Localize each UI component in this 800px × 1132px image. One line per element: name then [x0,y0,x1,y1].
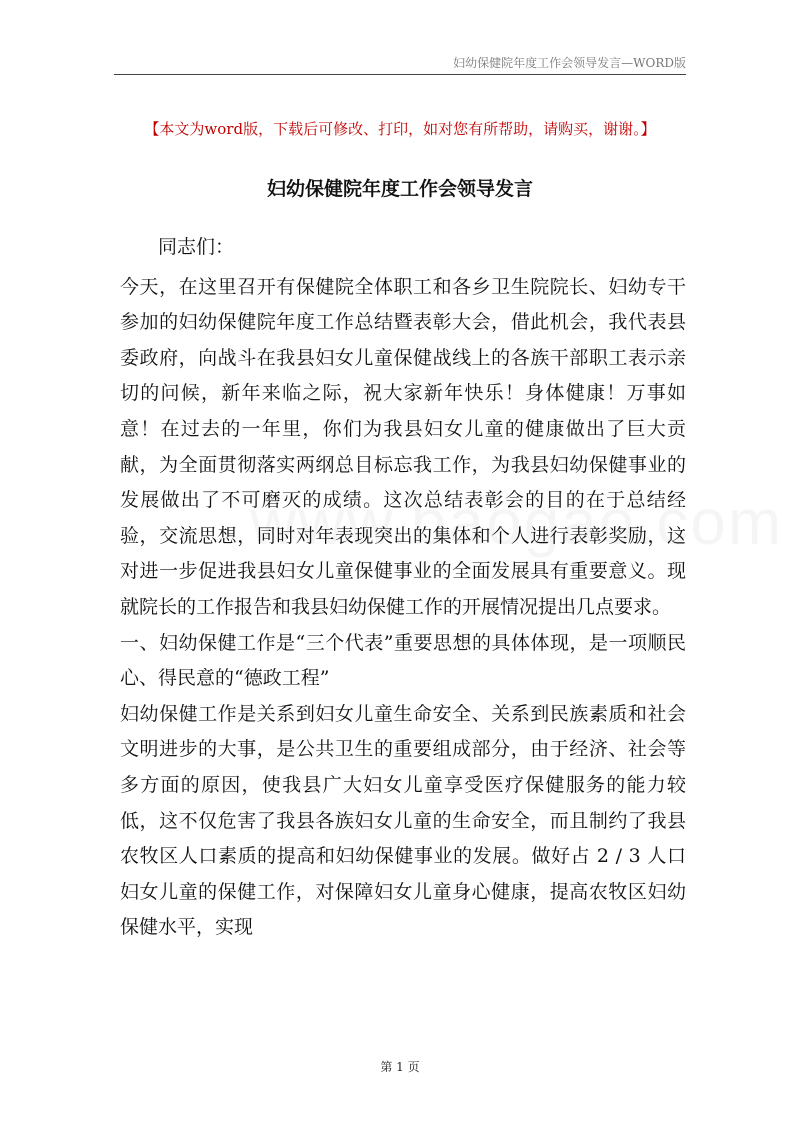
section-heading-1: 一、妇幼保健工作是“三个代表”重要思想的具体体现，是一项顺民心、得民意的“德政工程” [120,631,686,690]
greeting: 同志们： [158,236,235,258]
header-title: 妇幼保健院年度工作会领导发言—WORD版 [453,56,686,70]
document-body [120,230,686,946]
document-title: 妇幼保健院年度工作会领导发言 [266,178,533,200]
paragraph-opening: 今天，在这里召开有保健院全体职工和各乡卫生院院长、妇幼专干参加的妇幼保健院年度工作总结暨表彰大会，借此机会，我代表县委政府，向战斗在我县妇女儿童保健战线上的各族干部职工表示亲切的问候，新年来临之际，祝大家新年快乐！身体健康！万事如意！在过去的一年里，你们为我县妇女儿童的健康做出了巨大贡献，为全面贯彻落实两纲总目标忘我工作，为我县妇幼保健事业的发展做出了不可磨灭的成绩。这次总结表彰会的目的在于总结经验，交流思想，同时对年表现突出的集体和个人进行表彰奖励，这对进一步促进我县妇女儿童保健事业的全面发展具有重要意义。现就院长的工作报告和我县妇幼保健工作的开展情况提出几点要求。 [120,275,686,618]
page-number: 第 1 页 [380,1060,420,1074]
download-notice: 【本文为word版，下载后可修改、打印，如对您有所帮助，请购买，谢谢。】 [144,120,656,138]
page-header [114,52,686,75]
paragraph-section-1: 妇幼保健工作是关系到妇女儿童生命安全、关系到民族素质和社会文明进步的大事，是公共卫生的重要组成部分，由于经济、社会等多方面的原因，使我县广大妇女儿童享受医疗保健服务的能力较低，这不仅危害了我县各族妇女儿童的生命安全，而且制约了我县农牧区人口素质的提高和妇幼保健事业的发展。做好占 2 / 3 人口妇女儿童的保健工作，对保障妇女儿童身心健康，提高农牧区妇幼保健水平，实现 [120,702,686,939]
